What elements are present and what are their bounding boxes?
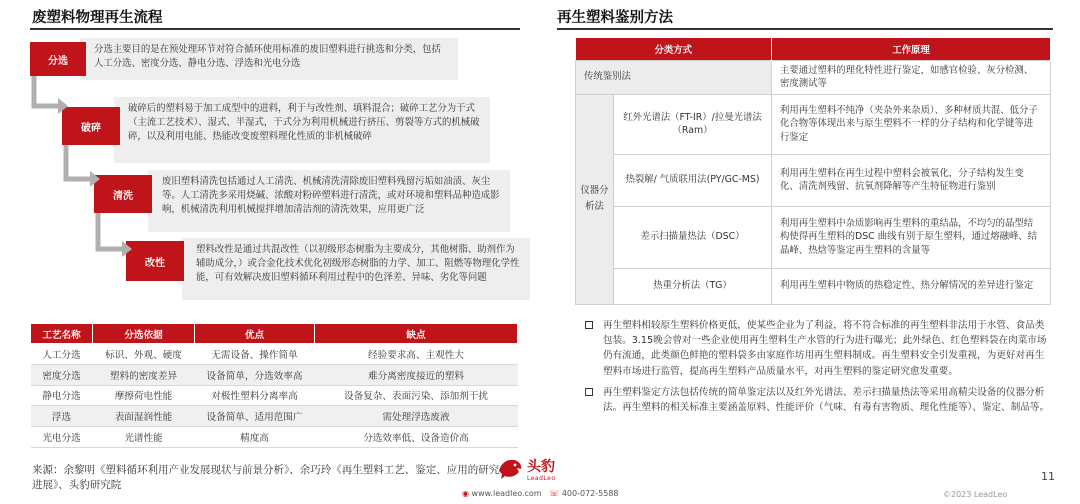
table-header: 工艺名称 (31, 324, 93, 344)
table-row (576, 268, 1051, 304)
phone-icon: ☏ (549, 489, 560, 498)
bullet-item (583, 318, 1053, 379)
website-link[interactable]: www.leadleo.com (471, 489, 542, 498)
source-note: 来源：余黎明《塑料循环利用产业发展现状与前景分析》、余巧玲《再生塑料工艺、鉴定、应用的研究进展》、头豹研究院 (32, 464, 500, 491)
table-header: 分类方式 (576, 38, 772, 60)
flow-arrow-icon (30, 76, 70, 126)
table-row (31, 344, 518, 365)
leopard-logo-icon (497, 457, 523, 481)
logo-subtext: LeadLeo (527, 475, 556, 482)
table-cell: 传统鉴别法 (576, 60, 772, 94)
table-row (31, 427, 518, 448)
flow-step-wash-label: 清洗 (94, 175, 152, 213)
bullet-text: 再生塑料相较原生塑料价格更低，使某些企业为了利益，将不符合标准的再生塑料非法用于水管、食品类包装。3.15晚会曾对一些企业使用再生塑料生产水管的行为进行曝光；此外绿色、红色塑料袋在肉菜市场仍有流通，此类颜色鲜艳的塑料袋多由家庭作坊用再生塑料制成。再生塑料安全引发重视，为更好对再生塑料市场进行监管，提高再生塑料产品质量水平，对再生塑料的鉴定研究愈发重要。 (603, 320, 1047, 377)
copyright: ©2023 LeadLeo (943, 490, 1008, 499)
table-cell: 热裂解/ 气质联用法(PY/GC-MS) (614, 154, 772, 206)
page-number: 11 (1041, 470, 1055, 483)
table-header: 分选依据 (93, 324, 195, 344)
table-cell: 红外光谱法（FT-IR）/拉曼光谱法（Ram） (614, 94, 772, 154)
table-cell: 光电分选 (31, 427, 93, 448)
table-cell: 利用再生塑料中物质的热稳定性、热分解情况的差异进行鉴定 (772, 268, 1051, 304)
brand-logo (497, 456, 556, 482)
table-cell: 浮选 (31, 406, 93, 427)
table-header: 缺点 (315, 324, 518, 344)
table-cell: 精度高 (195, 427, 315, 448)
square-bullet-icon (585, 321, 593, 329)
table-row (576, 94, 1051, 154)
flow-step-modify-label: 改性 (126, 241, 184, 281)
right-title-underline (557, 28, 1053, 30)
right-section-title: 再生塑料鉴别方法 (557, 10, 673, 26)
table-cell: 无需设备、操作简单 (195, 344, 315, 365)
table-cell: 光谱性能 (93, 427, 195, 448)
flow-arrow-icon (62, 145, 102, 195)
flow-step-crush-label: 破碎 (62, 107, 120, 145)
table-cell: 表面湿润性能 (93, 406, 195, 427)
flow-step-wash-text: 废旧塑料清洗包括通过人工清洗、机械清洗清除废旧塑料残留污垢如油渍、灰尘等。人工清洗多采用烧碱、浓酸对粉碎塑料进行清洗，或对环境和塑料品种造成影响，机械清洗利用机械搅拌增加清洁剂的清洗效果，应用更广泛 (148, 170, 510, 232)
phone-number: 400-072-5588 (561, 489, 619, 498)
table-header: 工作原理 (772, 38, 1051, 60)
table-cell: 需处理浮选废液 (315, 406, 518, 427)
flow-step-sort-text: 分选主要目的是在预处理环节对符合循环使用标准的废旧塑料进行挑选和分类，包括人工分选、密度分选、静电分选、浮选和光电分选 (80, 38, 458, 80)
table-row (31, 406, 518, 427)
table-cell: 静电分选 (31, 385, 93, 406)
table-cell: 利用再生塑料中杂质影响再生塑料的重结晶，不均匀的晶型结构使得再生塑料的DSC 曲线有别于原生塑料，通过熔融峰、结晶峰、热焓等鉴定再生塑料的含量等 (772, 206, 1051, 268)
table-cell: 标识、外观、硬度 (93, 344, 195, 365)
square-bullet-icon (585, 388, 593, 396)
table-cell: 人工分选 (31, 344, 93, 365)
table-header: 优点 (195, 324, 315, 344)
table-cell: 摩擦荷电性能 (93, 385, 195, 406)
table-cell: 设备复杂、表面污染、添加剂干扰 (315, 385, 518, 406)
table-cell: 利用再生塑料不纯净（夹杂外来杂质）、多种材质共混、低分子化合物等体现出来与原生塑料不一样的分子结构和化学键等进行鉴定 (772, 94, 1051, 154)
table-cell: 分选效率低、设备造价高 (315, 427, 518, 448)
table-cell: 设备简单、适用范围广 (195, 406, 315, 427)
table-cell: 难分离密度接近的塑料 (315, 364, 518, 385)
bullet-text: 再生塑料鉴定方法包括传统的简单鉴定法以及红外光谱法、差示扫描量热法等采用高精尖设备的仪器分析法。再生塑料的相关标准主要涵盖原料、性能评价（气味、有毒有害物质、理化性能等）、鉴定、制品等。 (603, 386, 1050, 414)
table-row (576, 60, 1051, 94)
table-cell: 经验要求高、主观性大 (315, 344, 518, 365)
table-header-row (576, 38, 1051, 60)
flow-step-crush-text: 破碎后的塑料易于加工成型中的进料，利于与改性剂、填料混合；破碎工艺分为干式（主流工艺技术）、湿式、半湿式，干式分为利用机械进行挤压、剪裂等方式的机械破碎，以及利用电能、热能改变废塑料理化性质的非机械破碎 (114, 97, 490, 163)
table-cell: 密度分选 (31, 364, 93, 385)
table-cell: 利用再生塑料在再生过程中塑料会被氧化，分子结构发生变化、清洗剂残留、抗氧剂降解等产生特征物进行鉴别 (772, 154, 1051, 206)
table-cell: 热重分析法（TG） (614, 268, 772, 304)
table-row (31, 364, 518, 385)
flow-arrow-icon (94, 213, 134, 263)
identification-methods-table (575, 38, 1051, 305)
bullet-list (583, 318, 1053, 421)
sorting-methods-table (30, 323, 518, 448)
logo-text: 头豹 (527, 459, 555, 475)
globe-icon: ◉ (462, 489, 469, 498)
table-cell: 对极性塑料分离率高 (195, 385, 315, 406)
left-title-underline (30, 28, 520, 30)
table-row (31, 385, 518, 406)
table-header-row (31, 324, 518, 344)
table-cell: 主要通过塑料的理化特性进行鉴定，如感官检验、灰分检测、密度测试等 (772, 60, 1051, 94)
table-cell: 塑料的密度差异 (93, 364, 195, 385)
left-section-title: 废塑料物理再生流程 (32, 10, 163, 26)
flow-step-modify-text: 塑料改性是通过共混改性（以初级形态树脂为主要成分，其他树脂、助剂作为辅助成分，）或合金化技术优化初级形态树脂的力学、加工、阻燃等物理化学性能，可有效解决废旧塑料循环利用过程中的色泽差、异味、劣化等问题 (182, 238, 530, 300)
table-cell: 设备简单，分选效率高 (195, 364, 315, 385)
table-row (576, 206, 1051, 268)
table-cell: 差示扫描量热法（DSC） (614, 206, 772, 268)
bullet-item (583, 385, 1053, 415)
table-cell: 仪器分析法 (576, 94, 614, 304)
table-row (576, 154, 1051, 206)
contact-info (462, 489, 619, 498)
flow-step-sort-label: 分选 (30, 42, 86, 76)
